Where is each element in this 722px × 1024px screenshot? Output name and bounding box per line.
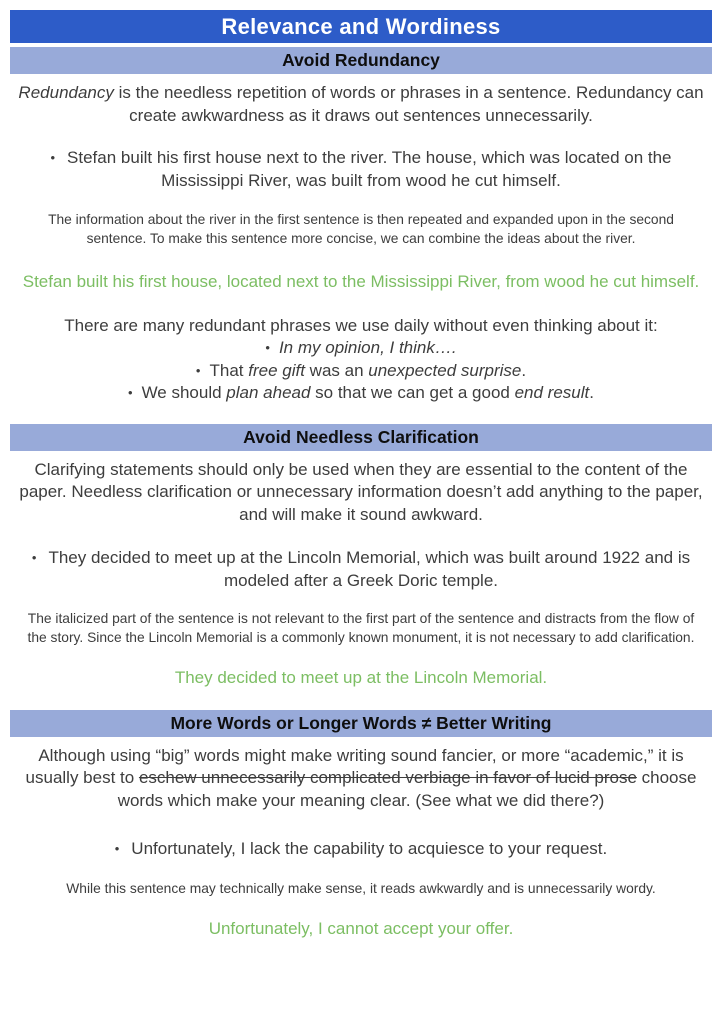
- phrase-bullet-1: [18, 337, 704, 360]
- phrase-bullet-3-period: .: [589, 383, 594, 402]
- clarification-revised-sentence: They decided to meet up at the Lincoln Memorial.: [174, 668, 548, 687]
- phrase-bullet-2-text: That: [209, 360, 249, 380]
- redundant-phrases-block: [18, 315, 704, 405]
- section-more-words: [10, 737, 712, 941]
- redundant-phrases-intro: There are many redundant phrases we use daily without even thinking about it:: [64, 315, 658, 335]
- wordiness-example-bullet: [18, 838, 704, 861]
- wordiness-struck-phrase: eschew unnecessarily complicated verbiage in favor of lucid prose: [138, 768, 637, 787]
- phrase-bullet-3-text-2: so that we can get a good: [310, 383, 515, 402]
- redundancy-example-bullet: [18, 147, 704, 192]
- phrase-bullet-3-text: We should: [141, 383, 227, 402]
- phrase-bullet-2-period: .: [521, 360, 527, 380]
- page-title: Relevance and Wordiness: [10, 10, 712, 43]
- section-avoid-needless-clarification: [10, 451, 712, 690]
- redundancy-revised-sentence: Stefan built his first house, located next to the Mississippi River, from wood he cut himself.: [22, 272, 700, 291]
- clarification-example-bullet: [18, 547, 704, 592]
- phrase-bullet-2: [18, 360, 704, 383]
- redundancy-example-text: Stefan built his first house next to the river. The house, which was located on the Mississippi River, was built from wood he cut himself.: [67, 148, 672, 190]
- wordiness-definition-after: choose words which make your meaning clear. (See what we did there?): [117, 768, 697, 810]
- bullet-icon: •: [31, 550, 37, 565]
- bullet-icon: •: [195, 362, 201, 378]
- bullet-icon: •: [50, 150, 56, 165]
- redundancy-definition-rest: is the needless repetition of words or phrases in a sentence. Redundancy can create awkwardness as it draws out sentences unnecessarily.: [113, 83, 704, 125]
- wordiness-definition-before: Although using “big” words might make writing sound fancier, or more “academic,” it is usually best to: [25, 745, 684, 787]
- phrase-bullet-2-italic-2: unexpected surprise: [368, 360, 522, 380]
- wordiness-example-text: Unfortunately, I lack the capability to acquiesce to your request.: [131, 839, 608, 858]
- clarification-example-text: They decided to meet up at the Lincoln Memorial, which was built around 1922 and is modeled after a Greek Doric temple.: [48, 548, 691, 590]
- clarification-explanation: The italicized part of the sentence is not relevant to the first part of the sentence and distracts from the flow of the story. Since the Lincoln Memorial is a commonly known monument, it is not necessary to add clarification.: [27, 611, 695, 645]
- phrase-bullet-2-italic-1: free gift: [248, 360, 305, 380]
- phrase-bullet-2-text-2: was an: [304, 360, 369, 380]
- clarification-definition: Clarifying statements should only be used when they are essential to the content of the paper. Needless clarification or unnecessary information doesn’t add anything to the paper, and will make it sound awkward.: [19, 459, 703, 524]
- section-header-avoid-redundancy: Avoid Redundancy: [10, 47, 712, 74]
- phrase-bullet-3-italic-2: end result: [514, 383, 590, 402]
- phrase-bullet-1-text: In my opinion, I think….: [278, 338, 457, 357]
- wordiness-definition: [18, 745, 704, 813]
- phrase-bullet-3: [18, 382, 704, 405]
- section-header-more-words: More Words or Longer Words ≠ Better Writing: [10, 710, 712, 737]
- bullet-icon: •: [114, 841, 120, 856]
- section-avoid-redundancy: [10, 74, 712, 405]
- phrase-bullet-3-italic-1: plan ahead: [226, 383, 311, 402]
- section-header-avoid-needless-clarification: Avoid Needless Clarification: [10, 424, 712, 451]
- bullet-icon: •: [265, 340, 270, 355]
- redundancy-term: Redundancy: [18, 83, 114, 102]
- wordiness-explanation: While this sentence may technically make sense, it reads awkwardly and is unnecessarily wordy.: [66, 880, 656, 896]
- bullet-icon: •: [128, 385, 133, 400]
- wordiness-revised-sentence: Unfortunately, I cannot accept your offer.: [208, 918, 514, 938]
- redundancy-explanation: The information about the river in the first sentence is then repeated and expanded upon in the second sentence. To make this sentence more concise, we can combine the ideas about the river.: [48, 212, 674, 246]
- redundancy-definition: [18, 82, 704, 127]
